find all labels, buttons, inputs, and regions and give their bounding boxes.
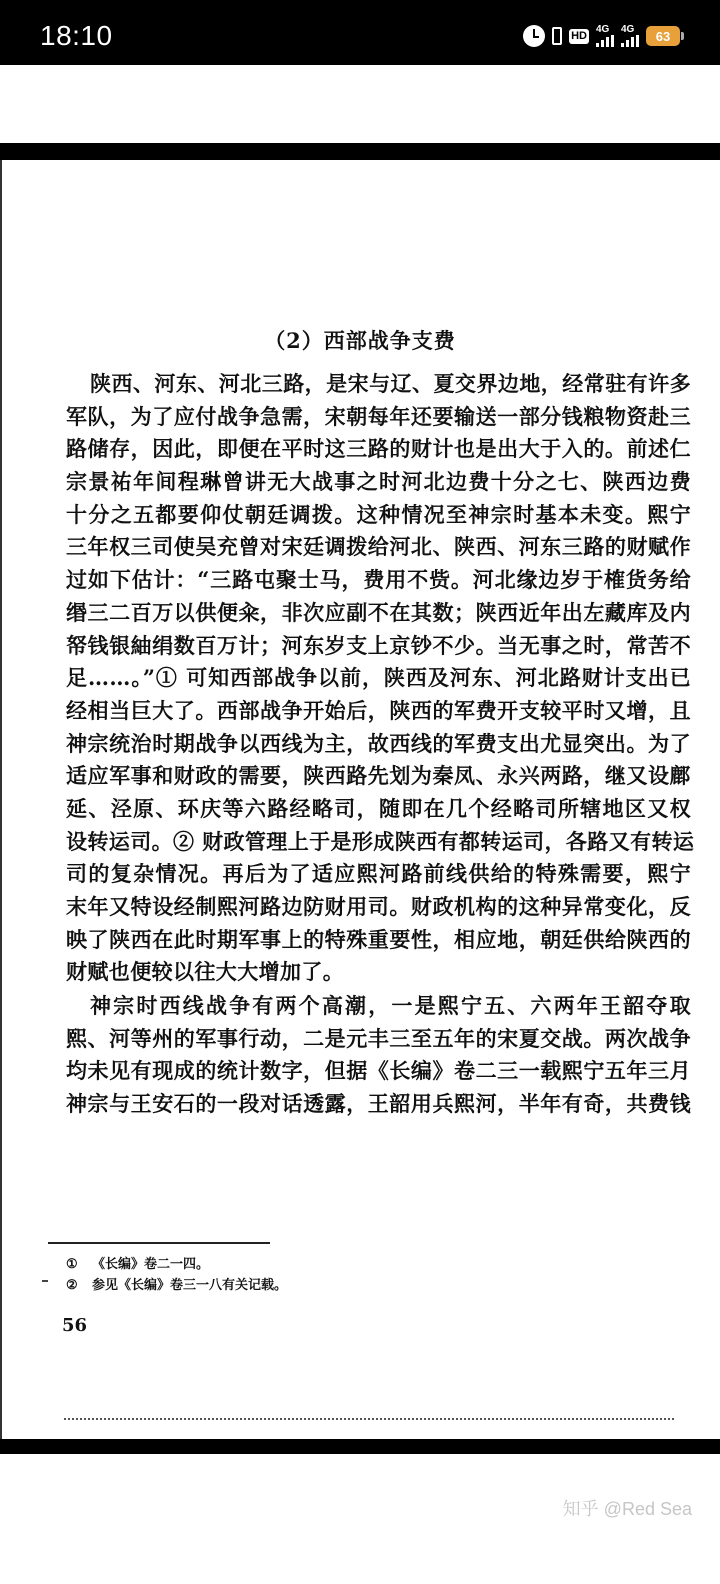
paragraph-1 [66,368,695,989]
signal-icon-2 [621,25,639,47]
scan-bottom-rule [64,1418,674,1420]
network-type-label-2: 4G [621,24,635,35]
watermark: 知乎 @Red Sea [562,1499,692,1519]
margin-mark [42,1280,48,1282]
text-line: 三年权三司使吴充曾对宋廷调拨给河北、陕西、河东三路的财赋作 [66,534,691,560]
footnote-mark: ① [66,1257,78,1272]
vibrate-icon [552,27,562,45]
status-time: 18:10 [40,20,113,51]
section-heading: （2）西部战争支费 [264,328,456,353]
text-line: 过如下估计：“三路屯聚士马，费用不赀。河北缘边岁于榷货务给 [66,567,691,593]
text-line: 神宗时西线战争有两个高潮，一是熙宁五、六两年王韶夺取 [90,993,691,1018]
text-line: 神宗统治时期战争以西线为主，故西线的军费支出尤显突出。为了 [66,730,691,756]
footnote-1 [66,1254,287,1275]
status-bar [0,0,720,65]
text-line: 设转运司。② 财政管理上于是形成陕西有都转运司，各路又有转运 [66,828,695,854]
text-line: 足……。”① 可知西部战争以前，陕西及河东、河北路财计支出已 [66,665,691,691]
footnote-text: 《长编》卷二一四。 [92,1257,210,1272]
text-line: 帑钱银紬绢数百万计；河东岁支上京钞不少。当无事之时，常苦不 [66,632,691,658]
text-line: 路储存，因此，即便在平时这三路的财计也是出大于入的。前述仁 [66,436,691,462]
footnotes [66,1254,287,1296]
paragraph-2 [66,990,691,1121]
status-icons [523,24,680,48]
text-line: 军队，为了应付战争急需，宋朝每年还要输送一部分钱粮物资赴三 [66,403,691,429]
text-line: 财赋也便较以往大大增加了。 [66,959,345,985]
network-type-label: 4G [596,24,610,35]
footnote-mark: ② [66,1278,78,1293]
text-line: 熙、河等州的军事行动，二是元丰三至五年的宋夏交战。两次战争 [66,1025,691,1051]
text-line: 十分之五都要仰仗朝廷调拨。这种情况至神宗时基本未变。熙宁 [66,501,691,527]
alarm-icon [523,25,545,47]
page-top-edge [0,143,720,160]
signal-icon [596,25,614,47]
text-line: 司的复杂情况。再后为了适应熙河路前线供给的特殊需要，熙宁 [66,861,691,887]
text-line: 映了陕西在此时期军事上的特殊重要性，相应地，朝廷供给陕西的 [66,926,691,952]
text-line: 末年又特设经制熙河路边防财用司。财政机构的这种异常变化，反 [66,894,691,919]
hd-badge: HD [571,29,587,42]
text-line: 适应军事和财政的需要，陕西路先划为秦凤、永兴两路，继又设鄜 [66,763,691,789]
text-line: 神宗与王安石的一段对话透露，王韶用兵熙河，半年有奇，共费钱 [66,1091,691,1117]
footnote-text: 参见《长编》卷三一八有关记载。 [92,1278,288,1293]
text-line: 均未见有现成的统计数字，但据《长编》卷二三一载熙宁五年三月 [66,1058,691,1084]
page-bottom-edge [0,1439,720,1454]
scanned-page [0,160,720,1439]
text-line: 宗景祐年间程琳曾讲无大战事之时河北边费十分之七、陕西边费 [66,469,691,495]
text-line: 经相当巨大了。西部战争开始后，陕西的军费开支较平时又增，且 [66,697,691,723]
battery-icon: 63 [646,26,680,46]
text-line: 陕西、河东、河北三路，是宋与辽、夏交界边地，经常驻有许多 [90,371,691,396]
text-line: 延、泾原、环庆等六路经略司，随即在几个经略司所辖地区又权 [66,795,691,821]
footnote-2 [66,1275,287,1296]
footnote-divider [48,1242,270,1244]
text-line: 缗三二百万以供便籴，非次应副不在其数；陕西近年出左藏库及内 [66,599,691,625]
page-number: 56 [62,1315,88,1336]
